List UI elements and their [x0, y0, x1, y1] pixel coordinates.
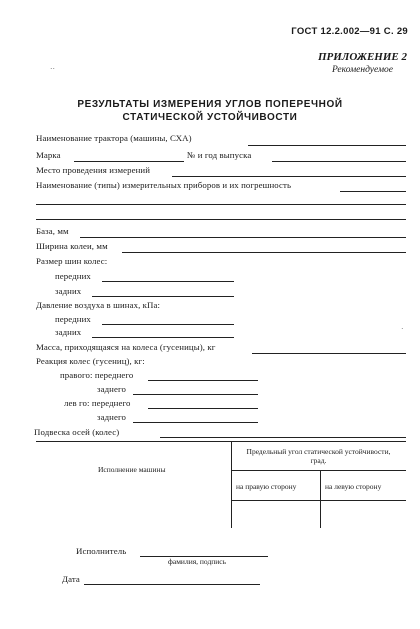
date-line: [84, 584, 260, 585]
table-header-bottom: [231, 500, 406, 501]
suspension-line: [160, 437, 406, 438]
table-col-machine: Исполнение машины: [98, 465, 166, 474]
reaction-label: Реакция колес (гусениц), кг:: [36, 356, 145, 366]
base-label: База, мм: [36, 226, 69, 236]
base-line: [80, 237, 406, 238]
right-rear-label: заднего: [97, 384, 126, 394]
pressure-rear-label: задних: [55, 327, 82, 337]
suspension-label: Подвеска осей (колес): [34, 427, 120, 437]
instruments-line-3: [36, 219, 406, 220]
left-front-line: [148, 408, 258, 409]
right-rear-line: [133, 394, 258, 395]
left-rear-label: заднего: [97, 412, 126, 422]
pressure-front-label: передних: [55, 314, 91, 324]
mass-label: Масса, приходящаяся на колеса (гусеницы), кг: [36, 342, 216, 352]
air-pressure-label: Давление воздуха в шинах, кПа:: [36, 300, 161, 310]
tire-front-line: [102, 281, 234, 282]
standard-number: ГОСТ 12.2.002—91 С. 29: [291, 26, 408, 37]
tire-size-label: Размер шин колес:: [36, 256, 108, 266]
table-divider-sides: [320, 470, 321, 528]
place-line: [172, 176, 406, 177]
form-title-line2: СТАТИЧЕСКОЙ УСТОЙЧИВОСТИ: [122, 112, 298, 123]
tire-rear-label: задних: [55, 286, 82, 296]
right-front-label: правого: переднего: [60, 370, 134, 380]
recommended-label: Рекомендуемое: [331, 65, 393, 75]
right-front-line: [148, 380, 258, 381]
number-year-label: № и год выпуска: [187, 150, 252, 160]
table-col-angle: Предельный угол статической устойчивости, град.: [246, 447, 391, 465]
margin-mark: ·: [401, 324, 404, 333]
tractor-name-label: Наименование трактора (машины, СХА): [36, 133, 192, 143]
date-label: Дата: [62, 574, 80, 584]
number-year-line: [272, 161, 406, 162]
tire-front-label: передних: [55, 271, 91, 281]
tire-rear-line: [92, 296, 234, 297]
appendix-label: ПРИЛОЖЕНИЕ 2: [317, 51, 407, 63]
brand-line: [74, 161, 184, 162]
instruments-line-2: [36, 204, 406, 205]
pressure-rear-line: [92, 337, 234, 338]
table-header-divider: [231, 470, 406, 471]
instruments-label: Наименование (типы) измерительных приборов и их погрешность: [36, 180, 292, 190]
table-divider-main: [231, 441, 232, 528]
tractor-name-line: [248, 145, 406, 146]
track-width-line: [122, 252, 406, 253]
table-top-border: [36, 441, 406, 442]
table-col-left: на левую сторону: [325, 482, 382, 491]
form-title-line1: РЕЗУЛЬТАТЫ ИЗМЕРЕНИЯ УГЛОВ ПОПЕРЕЧНОЙ: [77, 99, 343, 110]
table-col-right: на правую сторону: [236, 482, 297, 491]
performer-label: Исполнитель: [76, 546, 127, 556]
brand-label: Марка: [36, 150, 61, 160]
left-rear-line: [133, 422, 258, 423]
instruments-line: [340, 191, 406, 192]
page-mark: ‥: [50, 62, 56, 71]
name-sign-caption: фамилия, подпись: [168, 557, 227, 566]
mass-line: [252, 353, 406, 354]
place-label: Место проведения измерений: [36, 165, 151, 175]
track-width-label: Ширина колеи, мм: [36, 241, 108, 251]
pressure-front-line: [102, 324, 234, 325]
left-front-label: лев го: переднего: [64, 398, 131, 408]
